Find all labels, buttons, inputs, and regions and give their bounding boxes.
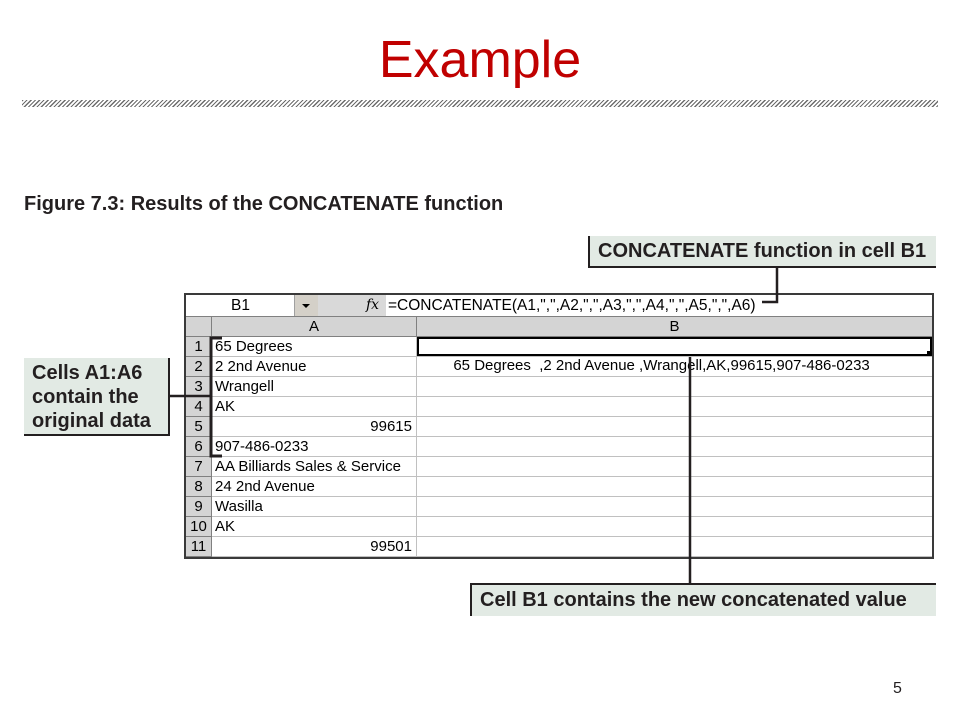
chevron-down-icon xyxy=(302,304,310,308)
column-header-b[interactable]: B xyxy=(417,317,932,337)
cell-a11[interactable]: 99501 xyxy=(212,537,417,557)
cell-b4[interactable] xyxy=(417,397,932,417)
column-header-a[interactable]: A xyxy=(212,317,417,337)
row-header[interactable]: 11 xyxy=(186,537,212,557)
title-divider xyxy=(22,100,938,107)
page-number: 5 xyxy=(893,680,902,697)
cell-a2[interactable]: 2 2nd Avenue xyxy=(212,357,417,377)
cell-b9[interactable] xyxy=(417,497,932,517)
row-header[interactable]: 1 xyxy=(186,337,212,357)
row-header[interactable]: 8 xyxy=(186,477,212,497)
cell-a1[interactable]: 65 Degrees xyxy=(212,337,417,357)
cell-a10[interactable]: AK xyxy=(212,517,417,537)
row-header[interactable]: 5 xyxy=(186,417,212,437)
callout-line: Cells A1:A6 xyxy=(32,362,143,384)
cell-b5[interactable] xyxy=(417,417,932,437)
cell-b1-value: 65 Degrees ,2 2nd Avenue ,Wrangell,AK,99615,907-486-0233 xyxy=(453,357,870,374)
cell-a8[interactable]: 24 2nd Avenue xyxy=(212,477,417,497)
callout-result: Cell B1 contains the new concatenated value xyxy=(470,583,936,616)
formula-bar-spacer xyxy=(318,295,362,316)
slide-title: Example xyxy=(378,31,582,89)
row-header[interactable]: 2 xyxy=(186,357,212,377)
cell-a5[interactable]: 99615 xyxy=(212,417,417,437)
callout-line: original data xyxy=(32,410,151,432)
name-box[interactable]: B1 xyxy=(186,295,295,316)
cell-a3[interactable]: Wrangell xyxy=(212,377,417,397)
row-header[interactable]: 4 xyxy=(186,397,212,417)
select-all-corner[interactable] xyxy=(186,317,212,337)
cell-b1[interactable] xyxy=(417,337,932,374)
cell-b3[interactable] xyxy=(417,377,932,397)
function-icon[interactable]: fx xyxy=(366,297,380,313)
cell-a7[interactable]: AA Billiards Sales & Service xyxy=(212,457,417,477)
cell-b6[interactable] xyxy=(417,437,932,457)
formula-input[interactable]: =CONCATENATE(A1,",",A2,",",A3,",",A4,",",A5,",",A6) xyxy=(386,295,932,316)
row-header[interactable]: 10 xyxy=(186,517,212,537)
cell-a9[interactable]: Wasilla xyxy=(212,497,417,517)
row-header[interactable]: 3 xyxy=(186,377,212,397)
cell-b7[interactable] xyxy=(417,457,932,477)
cell-b10[interactable] xyxy=(417,517,932,537)
row-header[interactable]: 9 xyxy=(186,497,212,517)
name-box-dropdown-button[interactable] xyxy=(295,295,318,316)
row-header[interactable]: 6 xyxy=(186,437,212,457)
callout-formula: CONCATENATE function in cell B1 xyxy=(588,236,936,268)
spreadsheet xyxy=(184,293,934,559)
figure-caption: Figure 7.3: Results of the CONCATENATE function xyxy=(24,193,504,215)
cell-a4[interactable]: AK xyxy=(212,397,417,417)
cell-grid xyxy=(186,317,932,557)
cell-b8[interactable] xyxy=(417,477,932,497)
callout-source-cells xyxy=(24,358,170,436)
row-header[interactable]: 7 xyxy=(186,457,212,477)
cell-b11[interactable] xyxy=(417,537,932,557)
fill-handle[interactable] xyxy=(927,351,932,356)
formula-bar xyxy=(186,295,932,317)
cell-a6[interactable]: 907-486-0233 xyxy=(212,437,417,457)
callout-line: contain the xyxy=(32,386,139,408)
